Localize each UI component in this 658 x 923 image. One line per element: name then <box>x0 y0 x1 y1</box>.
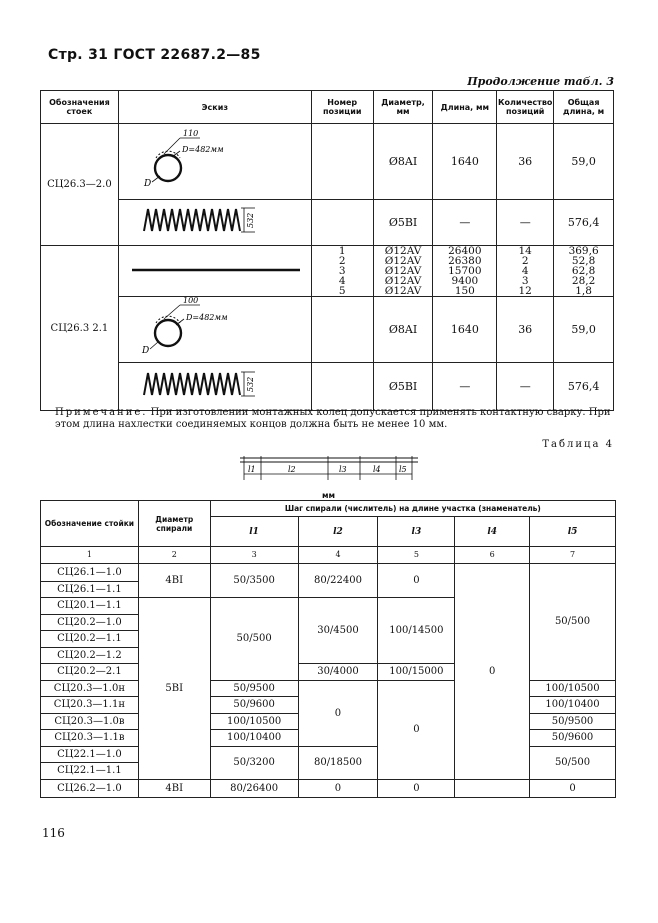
qty-cell: 36 <box>497 297 554 363</box>
table-row-name: СЦ20.2—2.1 <box>41 664 139 681</box>
cell-l3: 0 <box>378 779 455 797</box>
ring-icon <box>120 124 310 196</box>
list-item: Ø12AV <box>384 255 422 267</box>
list-item: 28,2 <box>571 275 596 287</box>
length-cell: 1640 <box>433 124 497 200</box>
qty-cell: 36 <box>497 124 554 200</box>
cell-l5: 50/500 <box>530 746 616 779</box>
table-4 <box>40 500 616 798</box>
ring-sketch <box>118 124 311 200</box>
list-item: 1,8 <box>575 285 592 297</box>
section-label: l5 <box>399 465 407 474</box>
cell-l5: 0 <box>530 779 616 797</box>
list-item: 52,8 <box>571 255 596 267</box>
page-number: 116 <box>42 826 65 840</box>
total-cell: 576,4 <box>554 363 614 411</box>
cell-l1: 50/3500 <box>210 563 298 598</box>
cell-l3: 100/15000 <box>378 664 455 681</box>
cell-l5: 100/10500 <box>530 680 616 697</box>
section-label: l1 <box>248 465 256 474</box>
col-number: 3 <box>210 547 298 564</box>
spiral-height-label: 532 <box>245 376 255 392</box>
table-row-name: СЦ26.1—1.0 <box>41 563 139 581</box>
ring-diameter-label: D=482мм <box>181 145 224 154</box>
total-cell: 59,0 <box>554 297 614 363</box>
list-item: 369,6 <box>568 245 599 257</box>
ring-width-label: 110 <box>182 129 199 138</box>
col-header: Диаметр, мм <box>373 91 433 124</box>
qty-cell: — <box>497 200 554 246</box>
list-item: 4 <box>338 275 346 287</box>
position-cell <box>311 297 373 363</box>
spiral-sections-diagram <box>236 452 426 486</box>
total-cell: 576,4 <box>554 200 614 246</box>
col-header: Общая длина, м <box>554 91 614 124</box>
col-header: l3 <box>378 517 455 547</box>
length-cell: — <box>433 363 497 411</box>
bar-sketch <box>118 246 311 297</box>
table-4-title: Таблица 4 <box>542 439 614 450</box>
cell-l3: 100/14500 <box>378 598 455 664</box>
cell-l3: 0 <box>378 563 455 598</box>
diameter-cell: Ø8AI <box>373 297 433 363</box>
qty-cell: — <box>497 363 554 411</box>
list-item: Ø12AV <box>384 285 422 297</box>
units-label: мм <box>322 491 336 500</box>
cell-l1: 100/10500 <box>210 713 298 730</box>
table-row-name: СЦ20.3—1.0в <box>41 713 139 730</box>
group-header: Шаг спирали (числитель) на длине участка (знаменатель) <box>210 501 615 517</box>
cell-l1: 100/10400 <box>210 730 298 747</box>
note <box>55 407 615 431</box>
col-header: l5 <box>530 517 616 547</box>
spiral-icon <box>120 365 310 405</box>
col-header: l4 <box>455 517 530 547</box>
table-row-name: СЦ22.1—1.1 <box>41 763 139 780</box>
cell-l2: 0 <box>298 680 378 746</box>
list-item: 62,8 <box>571 265 596 277</box>
cell-l5: 100/10400 <box>530 697 616 714</box>
totals-cell <box>554 246 614 297</box>
cell-l1: 50/500 <box>210 598 298 681</box>
ring-icon <box>120 297 310 359</box>
spiral-icon <box>120 201 310 241</box>
cell-l2: 0 <box>298 779 378 797</box>
note-label: Примечание. <box>55 407 148 418</box>
list-item: 3 <box>338 265 346 277</box>
spiral-sketch <box>118 200 311 246</box>
col-header: Эскиз <box>118 91 311 124</box>
col-number: 1 <box>41 547 139 564</box>
table-row-name: СЦ20.3—1.1н <box>41 697 139 714</box>
section-label: l4 <box>373 465 381 474</box>
qty-list-cell <box>497 246 554 297</box>
positions-cell <box>311 246 373 297</box>
table-continuation: Продолжение табл. 3 <box>467 75 614 88</box>
diameter-cell: Ø5BI <box>373 200 433 246</box>
position-cell <box>311 200 373 246</box>
note-text: При изготовлении монтажных колец допускается применять контактную сварку. При этом длина нахлестки соединяемых концов должна быть не менее 10 мм. <box>55 407 611 430</box>
col-header: Диаметр спирали <box>138 501 210 547</box>
diameters-cell <box>373 246 433 297</box>
table-row-name: СЦ26.1—1.1 <box>41 581 139 598</box>
table-row-name: СЦ20.2—1.2 <box>41 647 139 664</box>
cell-l1: 50/9500 <box>210 680 298 697</box>
cell-l5: 50/9500 <box>530 713 616 730</box>
cell-l5: 50/500 <box>530 563 616 680</box>
col-header: Количество позиций <box>497 91 554 124</box>
ring-sketch <box>118 297 311 363</box>
list-item: 9400 <box>451 275 479 287</box>
bar-line-icon <box>120 260 310 280</box>
diameter-cell: Ø8AI <box>373 124 433 200</box>
table-row-name: СЦ20.2—1.0 <box>41 614 139 631</box>
diam-cell: 4BI <box>138 563 210 598</box>
cell-l1: 80/26400 <box>210 779 298 797</box>
table-row-name: СЦ22.1—1.0 <box>41 746 139 763</box>
table-row-name: СЦ20.3—1.0н <box>41 680 139 697</box>
diam-cell: 5BI <box>138 598 210 780</box>
spiral-sketch <box>118 363 311 411</box>
ring-diameter-label: D=482мм <box>185 313 228 322</box>
list-item: Ø12AV <box>384 275 422 287</box>
row-designation: СЦ26.3 2.1 <box>41 246 119 411</box>
list-item: 12 <box>518 285 532 297</box>
list-item: 3 <box>521 275 529 287</box>
table-row-name: СЦ20.1—1.1 <box>41 598 139 615</box>
section-label: l2 <box>288 465 296 474</box>
ring-d-label: D <box>141 346 150 356</box>
col-number: 7 <box>530 547 616 564</box>
list-item: 26380 <box>448 255 482 267</box>
ring-d-label: D <box>143 179 152 189</box>
cell-l2: 80/22400 <box>298 563 378 598</box>
col-header: l1 <box>210 517 298 547</box>
col-number: 2 <box>138 547 210 564</box>
page-header: Стр. 31 ГОСТ 22687.2—85 <box>48 47 261 63</box>
cell-l2: 30/4500 <box>298 598 378 664</box>
table-row-name: СЦ20.3—1.1в <box>41 730 139 747</box>
position-cell <box>311 124 373 200</box>
cell-l3: 0 <box>378 680 455 779</box>
table-row-name: СЦ26.2—1.0 <box>41 779 139 797</box>
col-header: Обозначения стоек <box>41 91 119 124</box>
cell-l1: 50/9600 <box>210 697 298 714</box>
table-3 <box>40 90 614 411</box>
cell-l4 <box>455 779 530 797</box>
spiral-height-label: 532 <box>245 212 255 228</box>
cell-l5: 50/9600 <box>530 730 616 747</box>
table-row-name: СЦ20.2—1.1 <box>41 631 139 648</box>
list-item: Ø12AV <box>384 265 422 277</box>
list-item: 4 <box>521 265 529 277</box>
position-cell <box>311 363 373 411</box>
list-item: Ø12AV <box>384 245 422 257</box>
list-item: 26400 <box>448 245 482 257</box>
ring-width-label: 100 <box>182 297 199 305</box>
list-item: 14 <box>518 245 532 257</box>
list-item: 5 <box>338 285 346 297</box>
col-header: Номер позиции <box>311 91 373 124</box>
col-number: 4 <box>298 547 378 564</box>
length-cell: — <box>433 200 497 246</box>
cell-l2: 30/4000 <box>298 664 378 681</box>
col-number: 6 <box>455 547 530 564</box>
col-header: Длина, мм <box>433 91 497 124</box>
list-item: 2 <box>338 255 346 267</box>
list-item: 2 <box>521 255 529 267</box>
diam-cell: 4BI <box>138 779 210 797</box>
cell-l2: 80/18500 <box>298 746 378 779</box>
cell-l1: 50/3200 <box>210 746 298 779</box>
diameter-cell: Ø5BI <box>373 363 433 411</box>
list-item: 15700 <box>448 265 482 277</box>
lengths-cell <box>433 246 497 297</box>
col-header: l2 <box>298 517 378 547</box>
col-header: Обозначение стойки <box>41 501 139 547</box>
section-label: l3 <box>339 465 347 474</box>
row-designation: СЦ26.3—2.0 <box>41 124 119 246</box>
cell-l4: 0 <box>455 563 530 779</box>
length-cell: 1640 <box>433 297 497 363</box>
total-cell: 59,0 <box>554 124 614 200</box>
col-number: 5 <box>378 547 455 564</box>
list-item: 1 <box>338 245 346 257</box>
list-item: 150 <box>454 285 475 297</box>
